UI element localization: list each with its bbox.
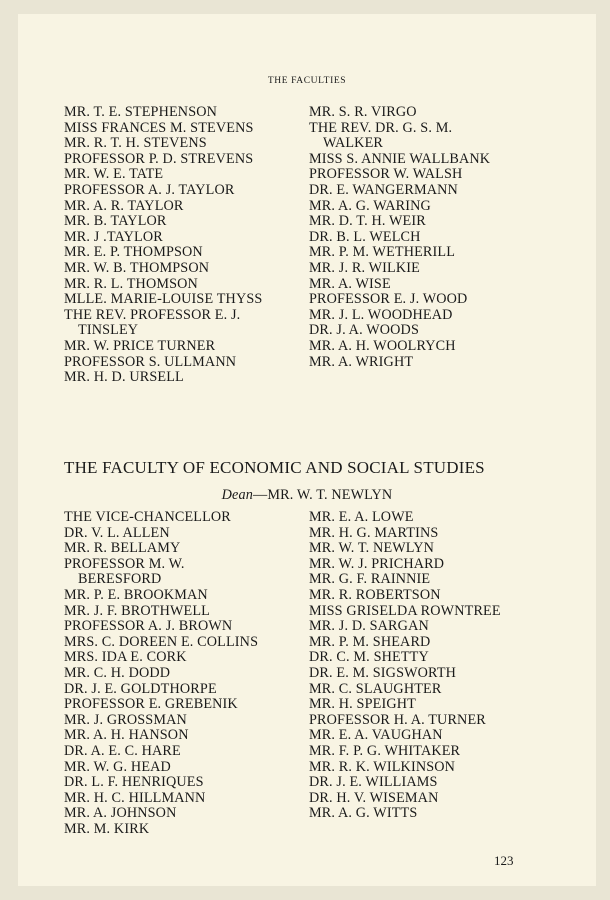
member-name: DR. E. WANGERMANN <box>309 181 458 198</box>
member-name: MR. R. ROBERTSON <box>309 586 441 603</box>
member-name: PROFESSOR P. D. STREVENS <box>64 150 254 167</box>
economic-social-member-columns <box>64 510 501 837</box>
member-name: MR. H. C. HILLMANN <box>64 789 206 806</box>
dean-line <box>18 487 596 504</box>
member-name: MR. P. M. SHEARD <box>309 633 431 650</box>
member-list-left <box>64 105 309 386</box>
member-name: MR. J. GROSSMAN <box>64 711 187 728</box>
running-head: THE FACULTIES <box>267 76 347 86</box>
member-name: MR. A. WISE <box>309 275 391 292</box>
member-name: MR. C. H. DODD <box>64 664 171 681</box>
member-name: PROFESSOR M. W. <box>64 555 185 572</box>
member-name: MR. J. D. SARGAN <box>309 618 429 635</box>
name-continuation: WALKER <box>323 135 384 152</box>
dean-name: —MR. W. T. NEWLYN <box>253 487 393 503</box>
member-name: MR. J. F. BROTHWELL <box>64 602 210 619</box>
member-name: MR. S. R. VIRGO <box>309 104 417 120</box>
member-name: MR. E. A. VAUGHAN <box>309 727 443 744</box>
member-name: MR. P. E. BROOKMAN <box>64 586 208 603</box>
member-name: MR. T. E. STEPHENSON <box>64 104 218 120</box>
member-name: MR. W. B. THOMPSON <box>64 259 210 276</box>
member-name: MR. C. SLAUGHTER <box>309 680 442 697</box>
member-name: MR. W. PRICE TURNER <box>64 337 216 354</box>
member-name: MR. J. R. WILKIE <box>309 259 420 276</box>
member-list-right <box>309 510 501 837</box>
name-continuation: TINSLEY <box>78 322 139 339</box>
member-name: DR. J. E. WILLIAMS <box>309 774 438 791</box>
member-name: DR. J. E. GOLDTHORPE <box>64 680 217 697</box>
page <box>18 14 596 886</box>
member-name: MR. W. E. TATE <box>64 166 164 183</box>
member-name: MR. A. G. WARING <box>309 197 431 214</box>
member-name: MR. A. R. TAYLOR <box>64 197 184 214</box>
member-name: MR. F. P. G. WHITAKER <box>309 742 461 759</box>
member-name: MRS. IDA E. CORK <box>64 649 187 666</box>
member-name: MR. A. WRIGHT <box>309 353 414 370</box>
member-name: MR. H. G. MARTINS <box>309 524 439 541</box>
member-name: PROFESSOR H. A. TURNER <box>309 711 486 728</box>
member-name: MR. A. G. WITTS <box>309 805 418 822</box>
member-name: MR. P. M. WETHERILL <box>309 244 456 261</box>
page-number: 123 <box>494 853 514 868</box>
member-name: MR. E. A. LOWE <box>309 509 414 525</box>
member-name: MR. W. T. NEWLYN <box>309 540 434 557</box>
member-list-left <box>64 510 309 837</box>
member-name: MR. W. J. PRICHARD <box>309 555 445 572</box>
member-name: MR. R. K. WILKINSON <box>309 758 456 775</box>
member-name: PROFESSOR E. GREBENIK <box>64 696 238 713</box>
member-name: MR. A. H. HANSON <box>64 727 189 744</box>
member-name: MR. J. L. WOODHEAD <box>309 306 453 323</box>
member-name: MR. B. TAYLOR <box>64 213 167 230</box>
member-name: THE REV. DR. G. S. M. <box>309 119 453 136</box>
member-name: MLLE. MARIE-LOUISE THYSS <box>64 291 263 308</box>
member-name: MRS. C. DOREEN E. COLLINS <box>64 633 259 650</box>
member-name: MR. G. F. RAINNIE <box>309 571 431 588</box>
member-name: MISS S. ANNIE WALLBANK <box>309 150 491 167</box>
section-heading: THE FACULTY OF ECONOMIC AND SOCIAL STUDIES <box>64 458 485 477</box>
dean-label: Dean <box>221 487 253 503</box>
member-name: MR. M. KIRK <box>64 820 150 837</box>
member-name: MISS FRANCES M. STEVENS <box>64 119 254 136</box>
member-name: PROFESSOR A. J. BROWN <box>64 618 233 635</box>
member-name: MR. W. G. HEAD <box>64 758 171 775</box>
member-list-right <box>309 105 490 386</box>
member-name: DR. B. L. WELCH <box>309 228 421 245</box>
member-name: MISS GRISELDA ROWNTREE <box>309 602 501 619</box>
member-name: DR. E. M. SIGSWORTH <box>309 664 457 681</box>
member-name: MR. A. JOHNSON <box>64 805 177 822</box>
member-name: DR. H. V. WISEMAN <box>309 789 439 806</box>
name-continuation: BERESFORD <box>78 571 162 588</box>
member-name: DR. A. E. C. HARE <box>64 742 181 759</box>
member-name: MR. E. P. THOMPSON <box>64 244 203 261</box>
member-name: DR. J. A. WOODS <box>309 322 419 339</box>
member-name: MR. R. BELLAMY <box>64 540 181 557</box>
member-name: THE VICE-CHANCELLOR <box>64 509 231 525</box>
member-name: DR. L. F. HENRIQUES <box>64 774 204 791</box>
member-name: MR. R. L. THOMSON <box>64 275 198 292</box>
member-name: PROFESSOR A. J. TAYLOR <box>64 181 235 198</box>
member-name: PROFESSOR S. ULLMANN <box>64 353 237 370</box>
member-name: PROFESSOR W. WALSH <box>309 166 463 183</box>
member-name: MR. D. T. H. WEIR <box>309 213 426 230</box>
member-name: MR. H. D. URSELL <box>64 369 184 386</box>
faculty-member-columns <box>64 105 490 386</box>
member-name: MR. A. H. WOOLRYCH <box>309 337 456 354</box>
member-name: DR. C. M. SHETTY <box>309 649 429 666</box>
member-name: MR. H. SPEIGHT <box>309 696 416 713</box>
member-name: THE REV. PROFESSOR E. J. <box>64 306 241 323</box>
member-name: MR. R. T. H. STEVENS <box>64 135 207 152</box>
member-name: MR. J .TAYLOR <box>64 228 163 245</box>
member-name: DR. V. L. ALLEN <box>64 524 170 541</box>
member-name: PROFESSOR E. J. WOOD <box>309 291 468 308</box>
